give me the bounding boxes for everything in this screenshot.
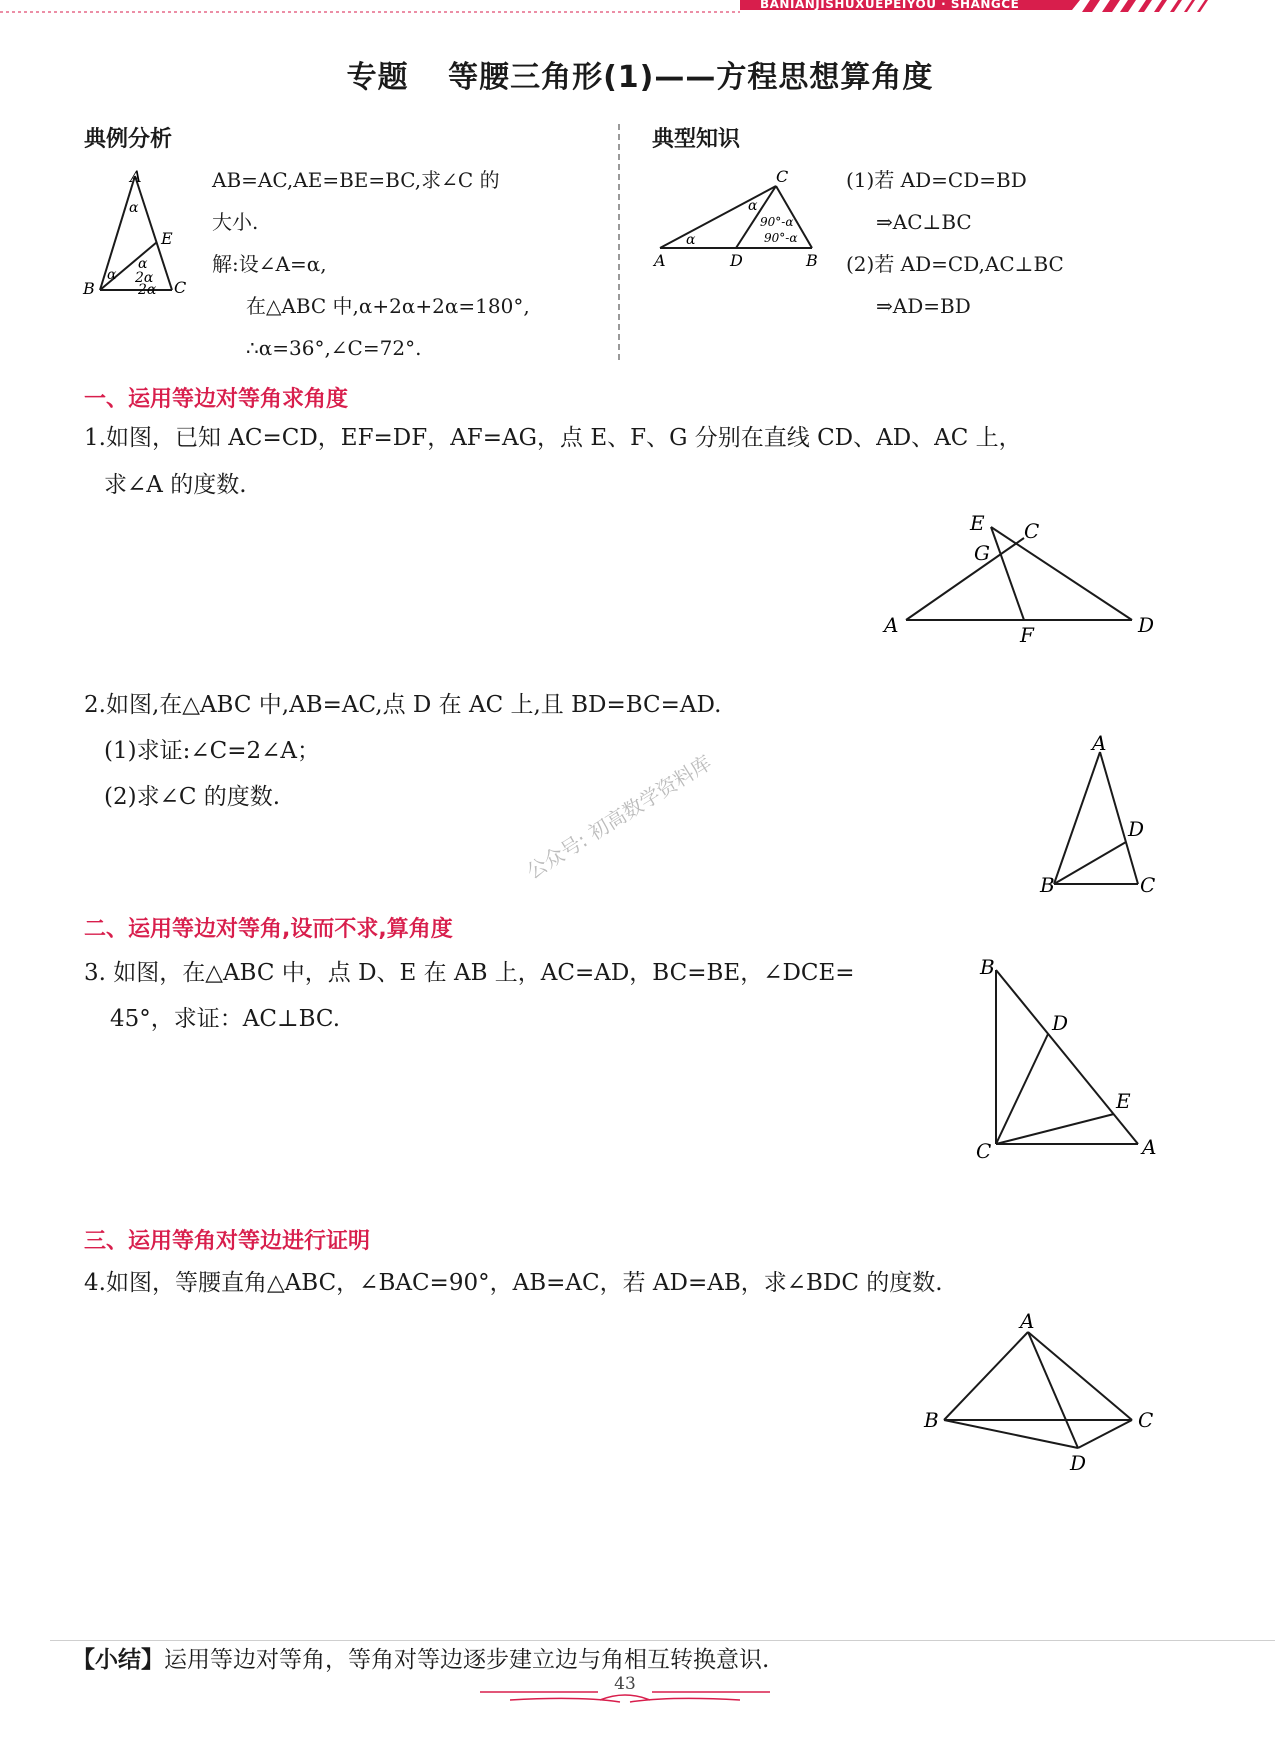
knowledge-angle-90a-1: 90°-α xyxy=(760,215,794,229)
knowledge-angle-90a-2: 90°-α xyxy=(764,231,798,245)
page-title xyxy=(0,52,1280,96)
fig1-label-A: A xyxy=(884,613,899,637)
fig2-label-C: C xyxy=(1140,873,1156,897)
problem2-line-1: 2.如图,在△ABC 中,AB=AC,点 D 在 AC 上,且 BD=BC=AD. xyxy=(84,692,722,718)
page-number: 43 xyxy=(614,1674,636,1694)
example-label-B: B xyxy=(83,279,95,298)
knowledge-line-4: ⇒AD=BD xyxy=(876,294,971,318)
knowledge-label-D: D xyxy=(730,251,743,270)
summary-tag: 【小结】 xyxy=(72,1647,164,1673)
knowledge-line-1: (1)若 AD=CD=BD xyxy=(846,168,1027,192)
example-label-A: A xyxy=(130,167,142,186)
fig3-label-A: A xyxy=(1142,1135,1157,1159)
knowledge-line-3: (2)若 AD=CD,AC⊥BC xyxy=(846,252,1064,276)
section3-heading: 三、运用等角对等边进行证明 xyxy=(84,1229,371,1254)
knowledge-label-B: B xyxy=(806,251,818,270)
example-heading: 典例分析 xyxy=(84,127,173,152)
example-label-C: C xyxy=(174,278,187,297)
problem4-figure xyxy=(918,1310,1168,1480)
knowledge-angle-a2: α xyxy=(748,198,758,214)
fig1-label-D: D xyxy=(1138,613,1155,637)
title-part2: 等腰三角形(1)——方程思想算角度 xyxy=(448,60,934,95)
knowledge-heading: 典型知识 xyxy=(652,127,741,152)
fig1-label-E: E xyxy=(970,511,985,535)
section1-heading: 一、运用等边对等角求角度 xyxy=(84,387,349,412)
fig1-label-C: C xyxy=(1024,519,1040,543)
watermark: 公众号: 初高数学资料库 xyxy=(522,750,716,884)
fig3-label-E: E xyxy=(1116,1089,1131,1113)
fig2-label-A: A xyxy=(1092,732,1107,755)
example-line-2: 大小. xyxy=(212,210,259,234)
example-angle-2a1: 2α xyxy=(135,270,154,286)
fig4-label-D: D xyxy=(1070,1451,1087,1475)
example-line-3: 解:设∠A=α, xyxy=(212,252,327,276)
example-label-E: E xyxy=(161,229,173,248)
column-divider xyxy=(618,124,620,360)
problem3-figure xyxy=(966,950,1166,1170)
example-line-4: 在△ABC 中,α+2α+2α=180°, xyxy=(246,294,530,318)
fig1-label-F: F xyxy=(1020,623,1034,647)
page-ornament xyxy=(470,1688,780,1708)
example-angle-2a2: 2α xyxy=(138,282,157,298)
fig1-label-G: G xyxy=(974,541,990,565)
knowledge-label-A: A xyxy=(654,251,666,270)
knowledge-figure xyxy=(648,164,824,274)
fig3-label-B: B xyxy=(980,955,995,979)
summary-text: 运用等边对等角，等角对等边逐步建立边与角相互转换意识. xyxy=(164,1647,770,1673)
example-line-5: ∴α=36°,∠C=72°. xyxy=(246,336,422,360)
header-running-text: BANIANJISHUXUEPEIYOU · SHANGCE xyxy=(760,0,1020,11)
fig4-label-A: A xyxy=(1020,1310,1035,1333)
fig3-label-C: C xyxy=(976,1139,992,1163)
problem2-line-3: (2)求∠C 的度数. xyxy=(104,784,281,810)
problem1-figure xyxy=(876,510,1166,650)
summary xyxy=(72,1641,769,1674)
knowledge-angle-a1: α xyxy=(686,232,696,248)
example-line-1: AB=AC,AE=BE=BC,求∠C 的 xyxy=(212,168,500,192)
fig4-label-C: C xyxy=(1138,1408,1154,1432)
problem1-line-1: 1.如图，已知 AC=CD，EF=DF，AF=AG，点 E、F、G 分别在直线 CD、AD、AC 上， xyxy=(84,425,1022,451)
example-angle-a3: α xyxy=(138,256,148,272)
fig2-label-D: D xyxy=(1128,817,1145,841)
problem3-line-1: 3. 如图，在△ABC 中，点 D、E 在 AB 上，AC=AD，BC=BE，∠DCE= xyxy=(84,960,855,986)
fig4-label-B: B xyxy=(924,1408,939,1432)
section2-heading: 二、运用等边对等角,设而不求,算角度 xyxy=(84,917,453,942)
fig2-label-B: B xyxy=(1040,873,1055,897)
example-figure xyxy=(80,166,200,301)
header-band xyxy=(0,0,1280,14)
example-angle-a1: α xyxy=(129,200,139,216)
knowledge-label-C: C xyxy=(776,167,789,186)
problem2-line-2: (1)求证:∠C=2∠A； xyxy=(104,738,320,764)
example-angle-a2: α xyxy=(107,267,117,283)
fig3-label-D: D xyxy=(1052,1011,1069,1035)
problem1-line-2: 求∠A 的度数. xyxy=(104,472,247,498)
problem2-figure xyxy=(1030,732,1180,902)
title-part1: 专题 xyxy=(346,60,409,95)
problem4-line-1: 4.如图，等腰直角△ABC，∠BAC=90°，AB=AC，若 AD=AB，求∠BDC 的度数. xyxy=(84,1270,943,1296)
knowledge-line-2: ⇒AC⊥BC xyxy=(876,210,972,234)
problem3-line-2: 45°，求证：AC⊥BC. xyxy=(110,1006,341,1032)
